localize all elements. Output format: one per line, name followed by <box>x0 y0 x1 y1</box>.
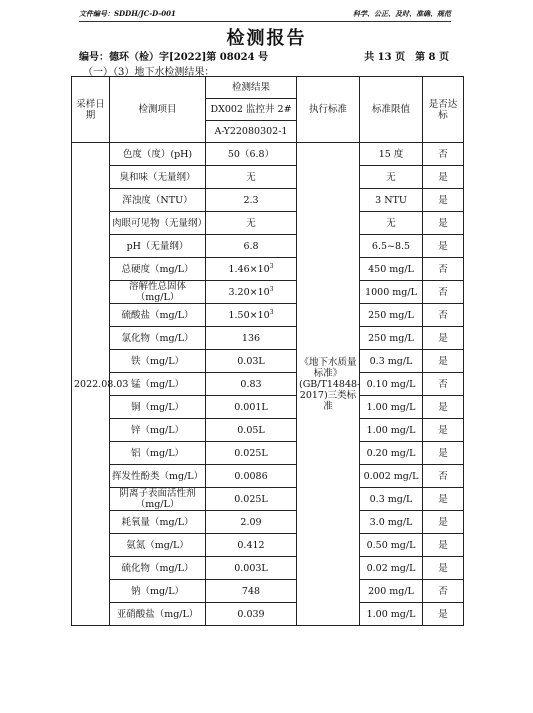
test-item-cell: 阴离子表面活性剂（mg/L） <box>110 488 206 511</box>
header-motto: 科学、公正、及时、准确、规范 <box>353 9 451 18</box>
test-item-cell: 色度（度）(pH) <box>110 143 206 166</box>
limit-cell: 0.20 mg/L <box>360 442 423 465</box>
document-number: 文件编号：SDDH/JC-D-001 <box>79 9 176 18</box>
test-item-cell: 铜（mg/L） <box>110 396 206 419</box>
result-value: 6.8 <box>243 240 259 252</box>
test-item-cell: 挥发性酚类（mg/L） <box>110 465 206 488</box>
limit-cell: 1.00 mg/L <box>360 396 423 419</box>
report-title: 检测报告 <box>226 28 307 49</box>
page-count: 共 13 页 第 8 页 <box>364 52 449 63</box>
result-value: 0.003L <box>234 562 268 574</box>
test-item-cell: 铝（mg/L） <box>110 442 206 465</box>
result-value: 0.025L <box>234 447 268 459</box>
result-cell <box>206 557 297 580</box>
result-cell <box>206 580 297 603</box>
result-cell <box>206 488 297 511</box>
pass-cell: 是 <box>423 396 464 419</box>
result-cell <box>206 442 297 465</box>
pass-cell: 是 <box>423 534 464 557</box>
result-cell <box>206 603 297 626</box>
pass-cell: 是 <box>423 212 464 235</box>
results-table <box>71 76 464 626</box>
pass-cell: 是 <box>423 442 464 465</box>
result-value: 无 <box>246 217 256 229</box>
test-item-cell: pH（无量纲） <box>110 235 206 258</box>
test-item-cell: 氨氮（mg/L） <box>110 534 206 557</box>
report-number: 编号：德环（检）字[2022]第 08024 号 <box>79 52 269 63</box>
result-value: 1.46×10 <box>228 263 270 275</box>
result-value: 0.412 <box>237 539 265 551</box>
result-cell <box>206 212 297 235</box>
pass-cell: 是 <box>423 166 464 189</box>
limit-cell: 无 <box>360 166 423 189</box>
limit-cell: 1000 mg/L <box>360 281 423 304</box>
result-cell <box>206 396 297 419</box>
pass-cell: 否 <box>423 465 464 488</box>
limit-cell: 15 度 <box>360 143 423 166</box>
result-cell <box>206 143 297 166</box>
pass-cell: 是 <box>423 327 464 350</box>
table-row <box>72 488 464 511</box>
limit-cell: 1.00 mg/L <box>360 419 423 442</box>
limit-cell: 0.3 mg/L <box>360 488 423 511</box>
pass-cell: 否 <box>423 258 464 281</box>
result-cell <box>206 327 297 350</box>
pass-cell: 否 <box>423 143 464 166</box>
header-sampling-date: 采样日期 <box>72 77 110 143</box>
limit-cell: 250 mg/L <box>360 304 423 327</box>
result-exponent: 3 <box>269 308 274 316</box>
result-value: 0.03L <box>237 355 265 367</box>
result-cell <box>206 465 297 488</box>
pass-cell: 是 <box>423 419 464 442</box>
result-value: 无 <box>246 171 256 183</box>
table-row <box>72 212 464 235</box>
limit-cell: 无 <box>360 212 423 235</box>
table-row <box>72 534 464 557</box>
test-item-cell: 臭和味（无量纲） <box>110 166 206 189</box>
standard-cell: 《地下水质量标准》(GB/T14848-2017)三类标准 <box>297 143 360 626</box>
result-value: 136 <box>241 332 261 344</box>
table-row <box>72 281 464 304</box>
test-item-cell: 硫化物（mg/L） <box>110 557 206 580</box>
limit-cell: 200 mg/L <box>360 580 423 603</box>
pass-cell: 否 <box>423 304 464 327</box>
limit-cell: 250 mg/L <box>360 327 423 350</box>
table-row <box>72 465 464 488</box>
table-row <box>72 258 464 281</box>
test-item-cell: 肉眼可见物（无量纲） <box>110 212 206 235</box>
test-item-cell: 氯化物（mg/L） <box>110 327 206 350</box>
table-row <box>72 189 464 212</box>
limit-cell: 0.10 mg/L <box>360 373 423 396</box>
header-test-result: 检测结果 <box>206 77 297 99</box>
table-row <box>72 304 464 327</box>
test-item-cell: 溶解性总固体（mg/L） <box>110 281 206 304</box>
test-item-cell: 耗氧量（mg/L） <box>110 511 206 534</box>
limit-cell: 0.50 mg/L <box>360 534 423 557</box>
result-value: 3.20×10 <box>228 286 270 298</box>
result-exponent: 3 <box>269 285 274 293</box>
limit-cell: 450 mg/L <box>360 258 423 281</box>
pass-cell: 是 <box>423 189 464 212</box>
limit-cell: 3.0 mg/L <box>360 511 423 534</box>
result-cell <box>206 511 297 534</box>
result-value: 0.025L <box>234 493 268 505</box>
limit-cell: 3 NTU <box>360 189 423 212</box>
limit-cell: 1.00 mg/L <box>360 603 423 626</box>
result-cell <box>206 235 297 258</box>
result-cell <box>206 304 297 327</box>
pass-cell: 是 <box>423 235 464 258</box>
pass-cell: 否 <box>423 580 464 603</box>
header-standard: 执行标准 <box>297 77 360 143</box>
table-row <box>72 166 464 189</box>
table-row <box>72 350 464 373</box>
result-value: 1.50×10 <box>228 309 270 321</box>
header-test-item: 检测项目 <box>110 77 206 143</box>
header-pass: 是否达标 <box>423 77 464 143</box>
result-exponent: 3 <box>269 262 274 270</box>
result-value: 0.05L <box>237 424 265 436</box>
table-row <box>72 442 464 465</box>
table-row <box>72 557 464 580</box>
results-table-body <box>72 77 464 626</box>
limit-cell: 0.002 mg/L <box>360 465 423 488</box>
result-cell <box>206 258 297 281</box>
header-limit: 标准限值 <box>360 77 423 143</box>
test-item-cell: 锌（mg/L） <box>110 419 206 442</box>
pass-cell: 是 <box>423 511 464 534</box>
result-value: 0.83 <box>240 378 262 390</box>
header-sample-id: A-Y22080302-1 <box>206 121 297 143</box>
result-value: 0.0086 <box>234 470 268 482</box>
sampling-date-cell: 2022.08.03 <box>72 143 110 626</box>
result-cell <box>206 189 297 212</box>
test-item-cell: 锰（mg/L） <box>110 373 206 396</box>
result-cell <box>206 419 297 442</box>
result-value: 0.001L <box>234 401 268 413</box>
pass-cell: 是 <box>423 603 464 626</box>
pass-cell: 是 <box>423 488 464 511</box>
table-row <box>72 419 464 442</box>
pass-cell: 是 <box>423 557 464 580</box>
result-cell <box>206 534 297 557</box>
test-item-cell: 钠（mg/L） <box>110 580 206 603</box>
table-row <box>72 511 464 534</box>
pass-cell: 是 <box>423 350 464 373</box>
table-row <box>72 603 464 626</box>
result-value: 50（6.8） <box>227 148 275 160</box>
result-cell <box>206 350 297 373</box>
table-row <box>72 143 464 166</box>
test-item-cell: 浑浊度（NTU） <box>110 189 206 212</box>
table-row <box>72 327 464 350</box>
result-cell <box>206 281 297 304</box>
header-site: DX002 监控井 2# <box>206 99 297 121</box>
test-item-cell: 硫酸盐（mg/L） <box>110 304 206 327</box>
limit-cell: 0.3 mg/L <box>360 350 423 373</box>
result-cell <box>206 166 297 189</box>
limit-cell: 0.02 mg/L <box>360 557 423 580</box>
table-row <box>72 396 464 419</box>
table-row <box>72 580 464 603</box>
test-item-cell: 铁（mg/L） <box>110 350 206 373</box>
table-row <box>72 373 464 396</box>
table-row <box>72 235 464 258</box>
result-cell <box>206 373 297 396</box>
header-divider <box>79 21 451 22</box>
result-value: 0.039 <box>237 608 265 620</box>
test-item-cell: 亚硝酸盐（mg/L） <box>110 603 206 626</box>
pass-cell: 否 <box>423 281 464 304</box>
result-value: 748 <box>241 585 261 597</box>
test-item-cell: 总硬度（mg/L） <box>110 258 206 281</box>
limit-cell: 6.5~8.5 <box>360 235 423 258</box>
section-title: （一）（3）地下水检测结果： <box>83 67 215 78</box>
pass-cell: 否 <box>423 373 464 396</box>
header-row <box>72 77 464 99</box>
result-value: 2.3 <box>243 194 259 206</box>
result-value: 2.09 <box>240 516 262 528</box>
